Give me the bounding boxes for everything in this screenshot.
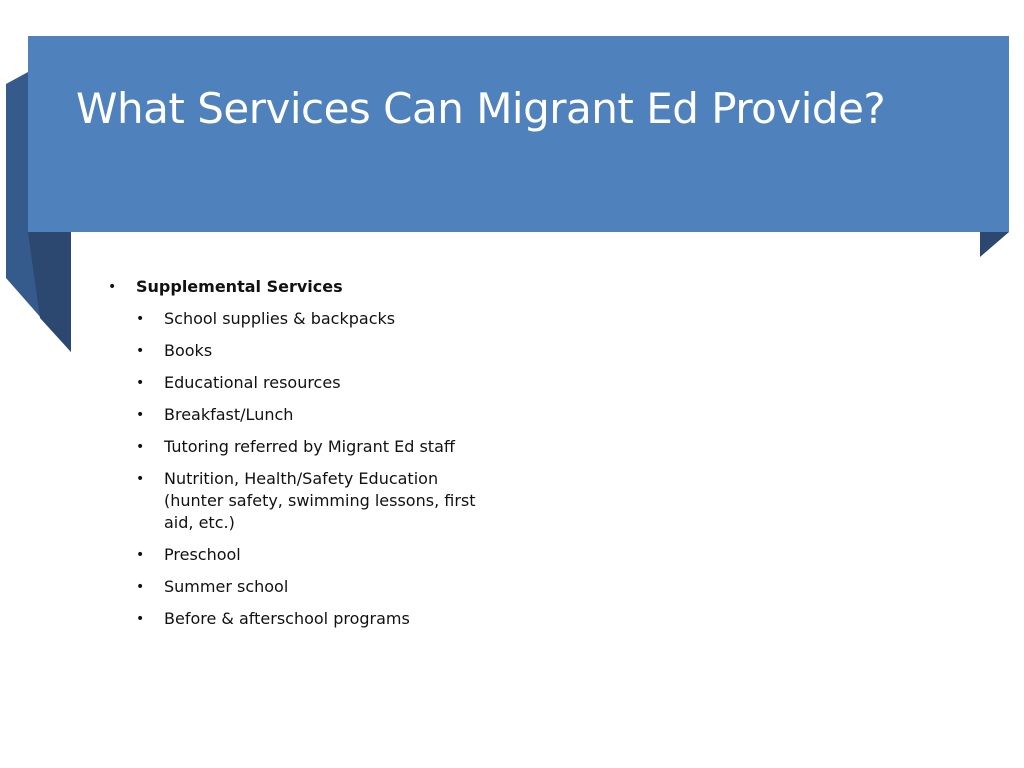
bullet-icon: • <box>108 279 117 295</box>
list-item <box>136 340 488 362</box>
list-item <box>136 576 488 598</box>
bullet-icon: • <box>136 311 145 327</box>
list-item <box>136 608 488 630</box>
bullet-icon: • <box>136 471 145 487</box>
section-heading: Supplemental Services <box>136 277 343 296</box>
list-item-text: Summer school <box>164 577 289 596</box>
content-body <box>108 276 488 640</box>
list-item-text: Preschool <box>164 545 241 564</box>
list-item-text: Tutoring referred by Migrant Ed staff <box>164 437 455 456</box>
list-item-text: Nutrition, Health/Safety Education (hunter safety, swimming lessons, first aid, etc.) <box>164 469 476 532</box>
slide-title: What Services Can Migrant Ed Provide? <box>76 84 886 133</box>
bullet-icon: • <box>136 611 145 627</box>
bullet-list <box>108 276 488 630</box>
list-item <box>136 404 488 426</box>
list-item <box>136 308 488 330</box>
list-item-text: Books <box>164 341 213 360</box>
list-item <box>136 468 488 534</box>
list-item-text: Before & afterschool programs <box>164 609 410 628</box>
bullet-icon: • <box>136 579 145 595</box>
list-item-text: Breakfast/Lunch <box>164 405 294 424</box>
bullet-icon: • <box>136 439 145 455</box>
list-item-text: School supplies & backpacks <box>164 309 396 328</box>
list-item <box>136 544 488 566</box>
bullet-icon: • <box>136 407 145 423</box>
bullet-icon: • <box>136 343 145 359</box>
list-item <box>136 436 488 458</box>
list-item <box>136 372 488 394</box>
bullet-icon: • <box>136 375 145 391</box>
sub-list <box>136 308 488 630</box>
ribbon-right-fold <box>980 232 1009 257</box>
list-item-text: Educational resources <box>164 373 341 392</box>
bullet-icon: • <box>136 547 145 563</box>
list-item-section <box>108 276 488 630</box>
